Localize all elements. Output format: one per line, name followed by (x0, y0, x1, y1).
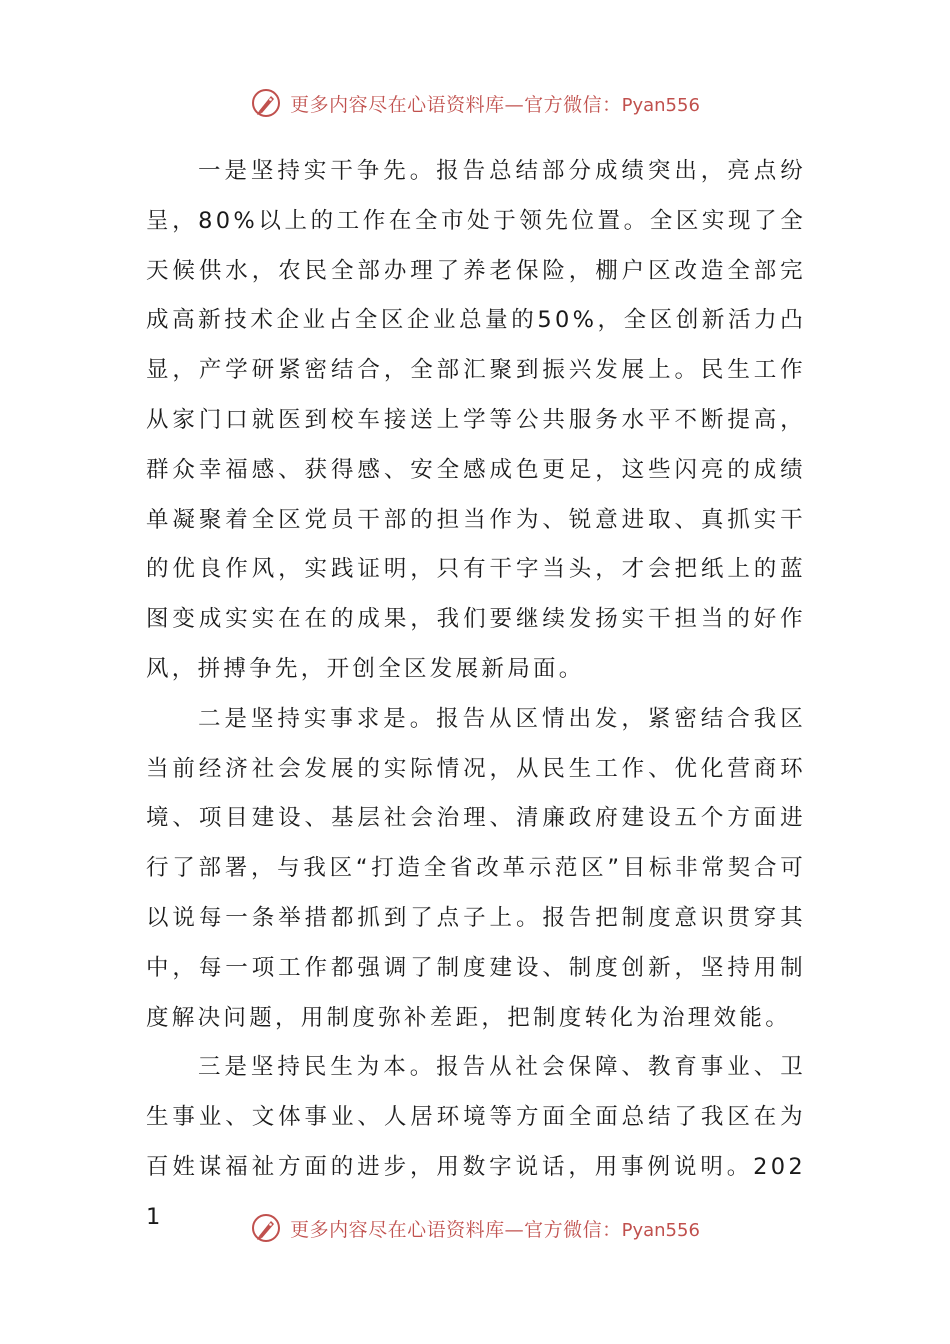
paragraph-3: 三是坚持民生为本。报告从社会保障、教育事业、卫生事业、文体事业、人居环境等方面全面总结了我区在为百姓谋福祉方面的进步，用数字说话，用事例说明。2021 (146, 1054, 806, 1230)
header-watermark (0, 83, 950, 123)
pen-nib-logo-icon (250, 1212, 282, 1244)
paragraph-2: 二是坚持实事求是。报告从区情出发，紧密结合我区当前经济社会发展的实际情况，从民生工作、优化营商环境、项目建设、基层社会治理、清廉政府建设五个方面进行了部署，与我区“打造全省改革示范区”目标非常契合可以说每一条举措都抓到了点子上。报告把制度意识贯穿其中，每一项工作都强调了制度建设、制度创新，坚持用制度解决问题，用制度弥补差距，把制度转化为治理效能。 (146, 705, 806, 1031)
footer-watermark (0, 1208, 950, 1248)
watermark-wechat-id: Pyan556 (621, 1219, 700, 1241)
document-body (146, 147, 806, 1243)
paragraph-1: 一是坚持实干争先。报告总结部分成绩突出，亮点纷呈，80%以上的工作在全市处于领先位置。全区实现了全天候供水，农民全部办理了养老保险，棚户区改造全部完成高新技术企业占全区企业总量的50%，全区创新活力凸显，产学研紧密结合，全部汇聚到振兴发展上。民生工作从家门口就医到校车接送上学等公共服务水平不断提高，群众幸福感、获得感、安全感成色更足，这些闪亮的成绩单凝聚着全区党员干部的担当作为、锐意进取、真抓实干的优良作风，实践证明，只有干字当头，才会把纸上的蓝图变成实实在在的成果，我们要继续发扬实干担当的好作风，拼搏争先，开创全区发展新局面。 (146, 158, 806, 682)
watermark-wechat-id: Pyan556 (621, 94, 700, 116)
pen-nib-logo-icon (250, 87, 282, 119)
watermark-text: 更多内容尽在心语资料库—官方微信： (290, 1218, 622, 1241)
watermark-text: 更多内容尽在心语资料库—官方微信： (290, 93, 622, 116)
